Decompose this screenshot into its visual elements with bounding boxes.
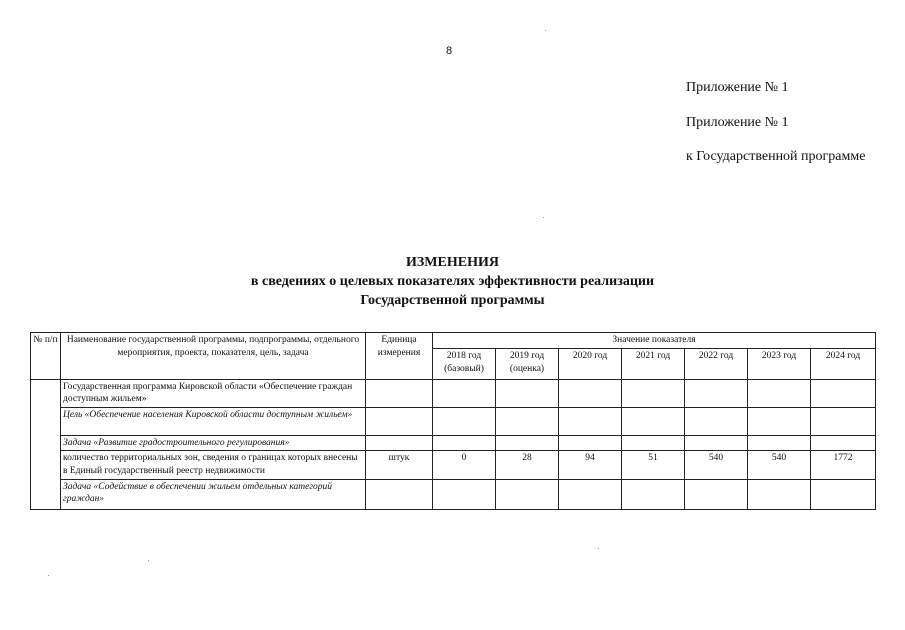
row-value-cell: 94: [559, 451, 622, 480]
scan-speck: [598, 548, 599, 549]
row-value-cell: [496, 436, 559, 451]
row-name-cell: количество территориальных зон, сведения о границах которых внесены в Единый государственный реестр недвижимости: [61, 451, 366, 480]
header-year: 2023 год: [748, 349, 811, 380]
row-value-cell: [559, 380, 622, 408]
row-value-cell: 51: [622, 451, 685, 480]
row-value-cell: [622, 408, 685, 436]
row-value-cell: 1772: [811, 451, 876, 480]
header-name: Наименование государственной программы, подпрограммы, отдельного мероприятия, проекта, показателя, цель, задача: [61, 333, 366, 380]
row-value-cell: [622, 436, 685, 451]
header-year: 2024 год: [811, 349, 876, 380]
row-unit-cell: [366, 480, 433, 510]
row-value-cell: 28: [496, 451, 559, 480]
row-value-cell: [433, 408, 496, 436]
row-value-cell: [685, 380, 748, 408]
document-title: [0, 253, 905, 310]
row-value-cell: [433, 380, 496, 408]
row-value-cell: [685, 480, 748, 510]
page-number: 8: [446, 45, 453, 57]
row-value-cell: [559, 436, 622, 451]
row-value-cell: [748, 380, 811, 408]
header-year: 2018 год (базовый): [433, 349, 496, 380]
row-value-cell: [811, 436, 876, 451]
appendix-line: Приложение № 1: [686, 115, 789, 130]
header-year: 2020 год: [559, 349, 622, 380]
scan-speck: [48, 575, 49, 576]
scan-speck: [148, 560, 149, 561]
row-name-cell: Государственная программа Кировской области «Обеспечение граждан доступным жильем»: [61, 380, 366, 408]
table-row: [31, 380, 876, 408]
scan-speck: [543, 217, 544, 218]
row-value-cell: [811, 408, 876, 436]
title-line-1: ИЗМЕНЕНИЯ: [406, 255, 499, 270]
row-value-cell: [811, 480, 876, 510]
row-value-cell: [685, 436, 748, 451]
row-value-cell: 540: [748, 451, 811, 480]
row-value-cell: [559, 480, 622, 510]
row-value-cell: [433, 436, 496, 451]
row-unit-cell: штук: [366, 451, 433, 480]
row-value-cell: [748, 408, 811, 436]
row-unit-cell: [366, 436, 433, 451]
header-year: 2021 год: [622, 349, 685, 380]
table-header-row: [31, 333, 876, 349]
table-row: [31, 451, 876, 480]
row-name-cell: Задача «Содействие в обеспечении жильем отдельных категорий граждан»: [61, 480, 366, 510]
row-name-cell: Цель «Обеспечение населения Кировской области доступным жильем»: [61, 408, 366, 436]
row-num-cell: [31, 380, 61, 510]
row-value-cell: [559, 408, 622, 436]
title-line-3: Государственной программы: [360, 293, 545, 308]
appendix-line: Приложение № 1: [686, 80, 789, 95]
row-value-cell: [496, 480, 559, 510]
row-value-cell: 0: [433, 451, 496, 480]
header-year: 2022 год: [685, 349, 748, 380]
row-value-cell: [433, 480, 496, 510]
row-unit-cell: [366, 380, 433, 408]
table-row: [31, 436, 876, 451]
row-value-cell: [496, 408, 559, 436]
row-value-cell: [496, 380, 559, 408]
row-value-cell: [811, 380, 876, 408]
appendix-line: к Государственной программе: [686, 149, 866, 164]
row-value-cell: [748, 480, 811, 510]
table-row: [31, 408, 876, 436]
title-line-2: в сведениях о целевых показателях эффективности реализации: [250, 274, 655, 289]
table-row: [31, 480, 876, 510]
scan-speck: [545, 30, 546, 31]
row-value-cell: [748, 436, 811, 451]
indicators-table: [30, 332, 876, 510]
header-num: № п/п: [31, 333, 61, 380]
row-value-cell: 540: [685, 451, 748, 480]
row-value-cell: [622, 380, 685, 408]
row-name-cell: Задача «Развитие градостроительного регулирования»: [61, 436, 366, 451]
header-year: 2019 год (оценка): [496, 349, 559, 380]
header-unit: Единица измерения: [366, 333, 433, 380]
row-value-cell: [685, 408, 748, 436]
row-unit-cell: [366, 408, 433, 436]
header-value-group: Значение показателя: [433, 333, 876, 349]
row-value-cell: [622, 480, 685, 510]
